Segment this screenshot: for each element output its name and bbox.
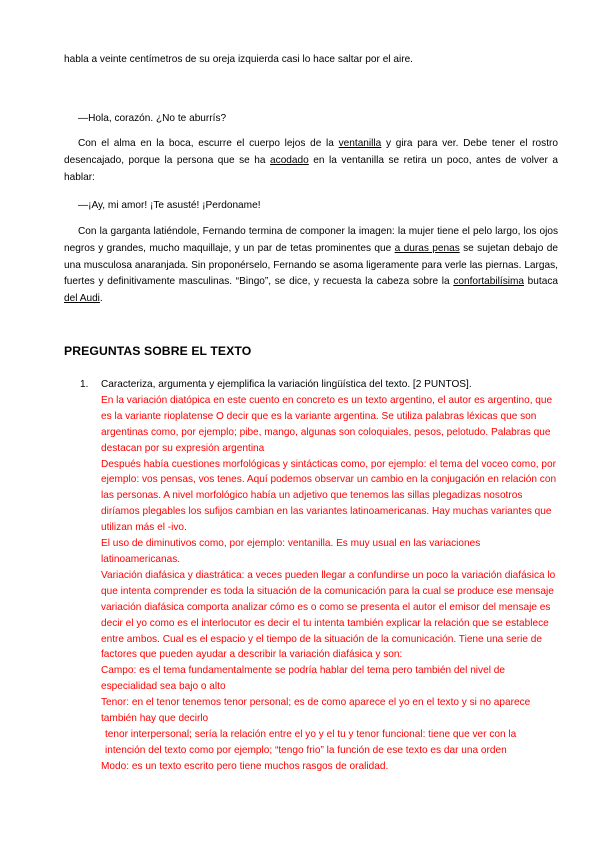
answer-paragraph: Campo: es el tema fundamentalmente se podría hablar del tema pero también del nivel de especialidad sea bajo o alto — [101, 665, 505, 693]
answer-paragraph: En la variación diatópica en este cuento en concreto es un texto argentino, el autor es argentino, que es la variante rioplatense O decir que es la variante argentina. Se utiliza palabras léxicas que son argentinas como, por ejemplo; pibe, mango, algunas son coloquiales, pesos, pelotudo. Palabras que destacan por su expresión argentina — [101, 394, 553, 454]
underlined-word: del Audi — [64, 293, 100, 305]
story-text: butaca — [524, 276, 558, 288]
answer-paragraph: tenor interpersonal; sería la relación entre el yo y el tu y tenor funcional: tiene que ver con la intención del texto como por ejemplo; “tengo frio” la función de ese texto es dar una orden — [105, 728, 517, 756]
answer-paragraph: El uso de diminutivos como, por ejemplo: ventanilla. Es muy usual en las variaciones latinoamericanas. — [101, 538, 481, 565]
answer-paragraph: Modo: es un texto escrito pero tiene muchos rasgos de oralidad. — [101, 760, 389, 772]
question-block — [101, 377, 559, 775]
story-text: . — [99, 293, 103, 305]
question-number: 1. — [80, 379, 89, 390]
story-dialogue-2: —¡Ay, mi amor! ¡Te asusté! ¡Perdoname! — [78, 200, 261, 211]
answer-paragraph: Variación diafásica y diastrática: a veces pueden llegar a confundirse un poco la variación diafásica lo que intenta comprender es toda la situación de la comunicación para la cual se produce ese mensaje variación diafásica comporta analizar cómo es o como se presenta el autor el emisor del mensaje es decir el yo como es el interlocutor es decir el tu intenta también explicar la relación que se establece entre ambos. Cual es el espacio y el tiempo de la situación de la comunicación. Tiene una serie de factores que pueden ayudar a describir la variación diafásica y son: — [101, 569, 556, 661]
answer-paragraph: Tenor: en el tenor tenemos tenor personal; es de como aparece el yo en el texto y si no aparece también hay que decirlo — [101, 697, 531, 725]
section-heading: PREGUNTAS SOBRE EL TEXTO — [64, 344, 252, 358]
story-paragraph-3 — [64, 224, 558, 308]
underlined-word: confortabilísima — [453, 276, 525, 288]
underlined-word: ventanilla — [338, 138, 382, 149]
story-dialogue-1: —Hola, corazón. ¿No te aburrís? — [78, 113, 227, 124]
story-text: se sujetan debajo de una musculosa anaranjada. Sin proponérselo, Fernando se asoma ligeramente para verle las piernas. Largas, fuertes y definitivamente masculinas. “Bingo”, se dice, y recuesta la cabeza sobre la — [64, 242, 559, 288]
underlined-word: a duras penas — [394, 242, 460, 254]
story-text: Con la garganta latiéndole, Fernando termina de componer la imagen: la mujer tiene el pelo largo, los ojos negros y grandes, mucho maquillaje, y un par de tetas prominentes que — [64, 226, 558, 254]
answer-paragraph: Después había cuestiones morfológicas y sintácticas como, por ejemplo: el tema del voceo como, por ejemplo: vos pensas, vos tenes. Aquí podemos observar un cambio en la conjugación en relación con las personas. A nivel morfológico había un adjetivo que tenemos las sillas plegadizas nosotros diríamos plegables los sufijos cambian en las variantes latinoamericanas. Hay muchas variantes que utilizan más el -ivo. — [101, 458, 557, 534]
story-paragraph-1: habla a veinte centímetros de su oreja izquierda casi lo hace saltar por el aire. — [64, 54, 413, 65]
story-text: y gira para ver. Debe tener el rostro desencajado, porque la persona que se ha — [64, 138, 558, 166]
question-text: Caracteriza, argumenta y ejemplifica la variación lingüística del texto. [2 PUNTOS]. — [101, 379, 472, 390]
story-paragraph-2 — [64, 136, 558, 186]
story-text: Con el alma en la boca, escurre el cuerpo lejos de la — [78, 138, 339, 149]
underlined-word: acodado — [270, 154, 309, 166]
story-text: en la ventanilla se retira un poco, antes de volver a hablar: — [64, 154, 558, 183]
